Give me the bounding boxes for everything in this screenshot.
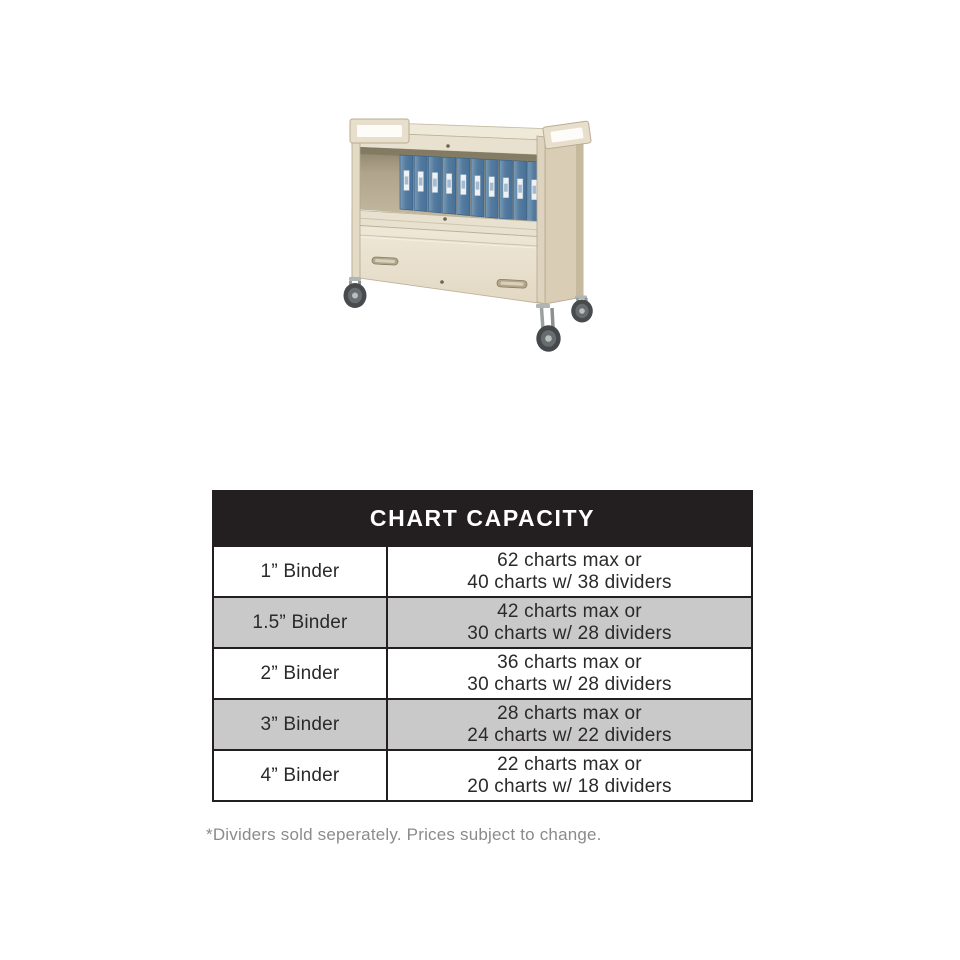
caster-front-right (536, 304, 561, 352)
handle-slot-right (497, 279, 527, 288)
binder-size-cell: 4” Binder (213, 750, 387, 801)
table-row (213, 648, 752, 699)
capacity-line-2: 30 charts w/ 28 dividers (467, 673, 672, 695)
binder-size-cell: 2” Binder (213, 648, 387, 699)
binder-size-cell: 1” Binder (213, 546, 387, 597)
table-row (213, 597, 752, 648)
capacity-cell (387, 750, 752, 801)
cart-right-post (537, 136, 545, 304)
push-handle-left (350, 119, 409, 143)
caster-rear-right (571, 296, 593, 323)
table-title: CHART CAPACITY (213, 491, 752, 546)
table-row (213, 699, 752, 750)
capacity-line-1: 28 charts max or (497, 703, 642, 724)
footnote: *Dividers sold seperately. Prices subject to change. (206, 825, 602, 844)
screw-icon (440, 280, 444, 284)
capacity-cell (387, 597, 752, 648)
caster-front-left (344, 277, 367, 308)
capacity-cell (387, 648, 752, 699)
screw-icon (446, 144, 450, 148)
capacity-cell (387, 699, 752, 750)
chart-capacity-table (212, 490, 753, 802)
chart-cart-illustration (330, 110, 640, 362)
cart-side-panel (545, 130, 583, 304)
screw-icon (443, 217, 447, 221)
table-row (213, 750, 752, 801)
binder-size-cell: 3” Binder (213, 699, 387, 750)
handle-slot-left (372, 257, 398, 265)
capacity-line-2: 20 charts w/ 18 dividers (467, 775, 672, 797)
capacity-line-1: 62 charts max or (497, 550, 642, 571)
capacity-line-2: 40 charts w/ 38 dividers (467, 571, 672, 593)
capacity-line-2: 30 charts w/ 28 dividers (467, 622, 672, 644)
table-row (213, 546, 752, 597)
capacity-cell (387, 546, 752, 597)
cart-left-post (352, 124, 360, 278)
capacity-line-1: 36 charts max or (497, 652, 642, 673)
push-handle-right (543, 121, 592, 149)
capacity-line-1: 42 charts max or (497, 601, 642, 622)
product-photo (330, 110, 640, 362)
capacity-line-2: 24 charts w/ 22 dividers (467, 724, 672, 746)
capacity-line-1: 22 charts max or (497, 754, 642, 775)
binder-size-cell: 1.5” Binder (213, 597, 387, 648)
cart-cabinet-panel (352, 225, 545, 304)
